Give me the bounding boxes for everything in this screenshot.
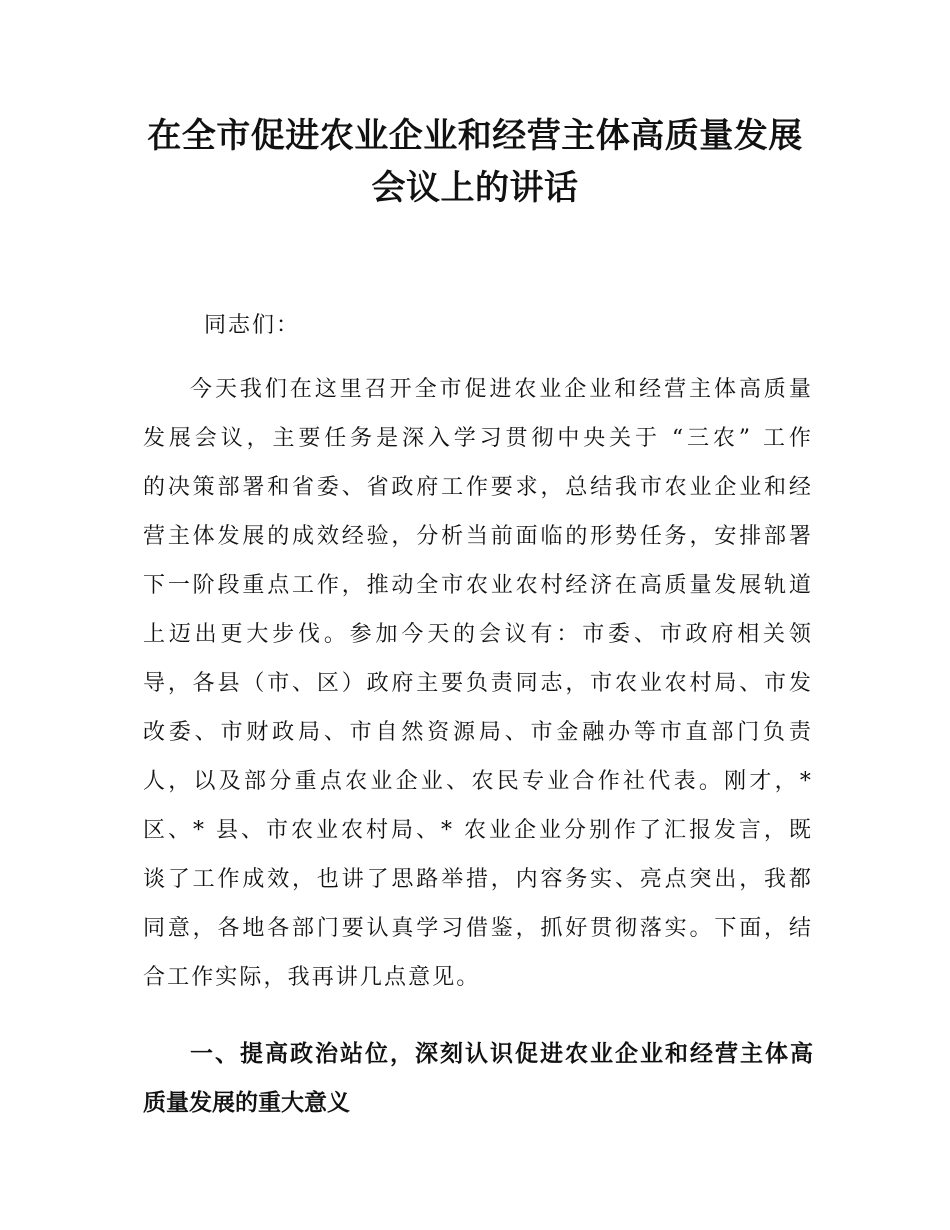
salutation: 同志们：: [204, 313, 301, 338]
document-title: [0, 110, 950, 214]
paragraph-line: 上迈出更大步伐。参加今天的会议有：市委、市政府相关领: [143, 622, 813, 647]
paragraph-line: 谈了工作成效，也讲了思路举措，内容务实、亮点突出，我都: [143, 867, 813, 892]
paragraph-line: 导，各县（市、区）政府主要负责同志，市农业农村局、市发: [143, 671, 813, 696]
paragraph-line: 合工作实际，我再讲几点意见。: [143, 965, 481, 990]
paragraph-line: 同意，各地各部门要认真学习借鉴，抓好贯彻落实。下面，结: [143, 916, 813, 941]
paragraph-line: 改委、市财政局、市自然资源局、市金融办等市直部门负责: [143, 720, 813, 745]
section-heading-line: 一、提高政治站位，深刻认识促进农业企业和经营主体高: [190, 1041, 813, 1067]
section-heading: [143, 1030, 813, 1128]
title-line-2: 会议上的讲话: [371, 168, 579, 208]
paragraph-line: 今天我们在这里召开全市促进农业企业和经营主体高质量: [190, 377, 813, 402]
paragraph-line: 区、* 县、市农业农村局、* 农业企业分别作了汇报发言，既: [143, 818, 813, 843]
paragraph-line: 人，以及部分重点农业企业、农民专业合作社代表。刚才，*: [143, 769, 813, 794]
paragraph-line: 下一阶段重点工作，推动全市农业农村经济在高质量发展轨道: [143, 573, 813, 598]
paragraph-line: 的决策部署和省委、省政府工作要求，总结我市农业企业和经: [143, 475, 813, 500]
title-line-1: 在全市促进农业企业和经营主体高质量发展: [147, 116, 803, 156]
paragraph-line: 发展会议，主要任务是深入学习贯彻中央关于 “三农” 工作: [143, 426, 813, 451]
section-heading-line: 质量发展的重大意义: [143, 1090, 350, 1116]
intro-paragraph: [143, 365, 813, 1002]
paragraph-line: 营主体发展的成效经验，分析当前面临的形势任务，安排部署: [143, 524, 813, 549]
